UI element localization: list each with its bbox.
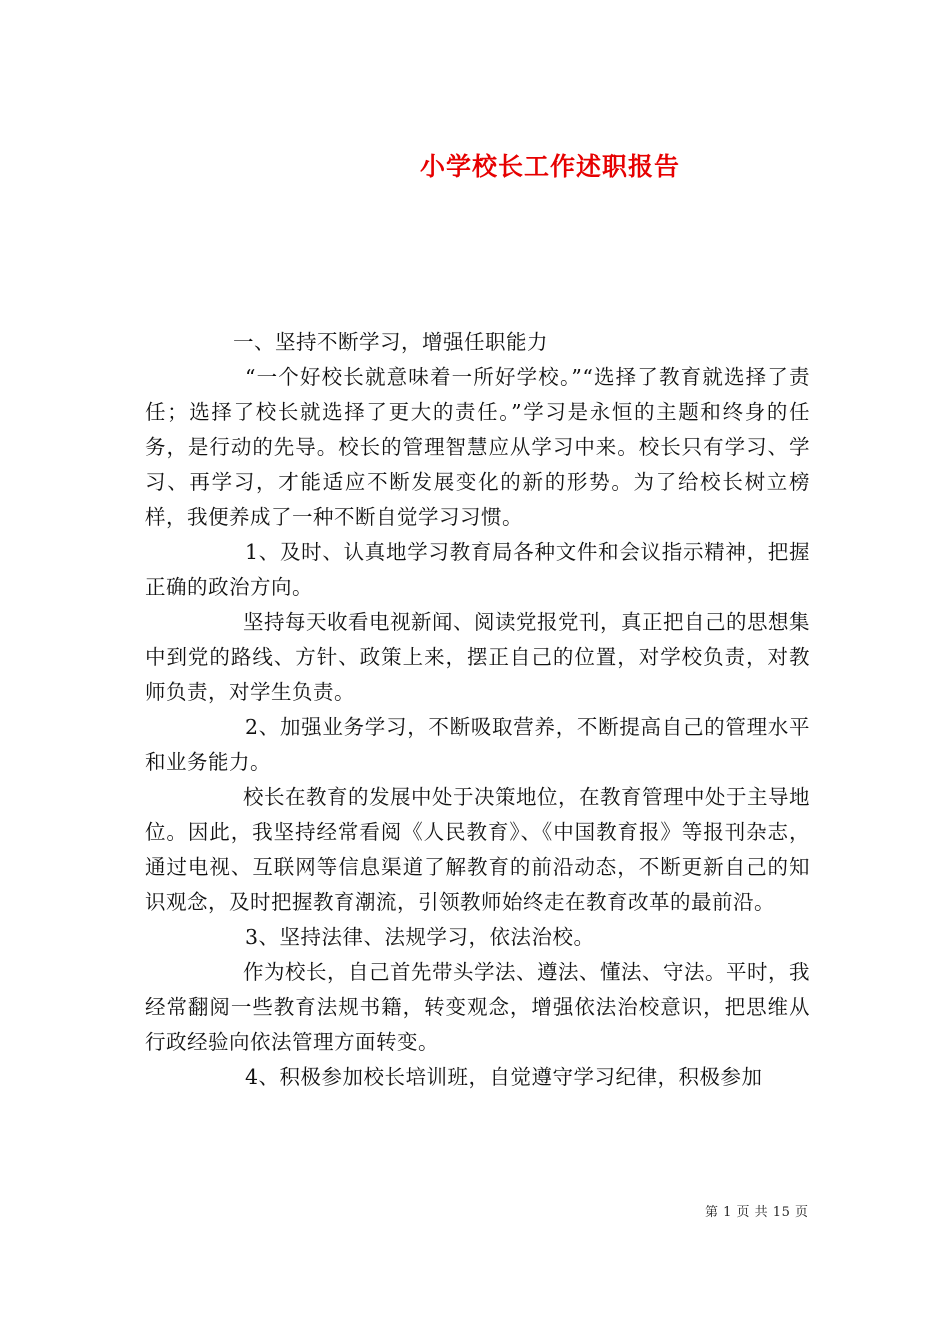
- page-number-footer: 第 1 页 共 15 页: [705, 1205, 809, 1220]
- document-title: 小学校长工作述职报告: [419, 151, 680, 181]
- paragraph-item-4: 4、积极参加校长培训班，自觉遵守学习纪律，积极参加: [245, 1065, 763, 1089]
- document-body: [145, 325, 810, 1095]
- paragraph-item-2-detail: 校长在教育的发展中处于决策地位，在教育管理中处于主导地位。因此，我坚持经常看阅《人民教育》、《中国教育报》等报刊杂志，通过电视、互联网等信息渠道了解教育的前沿动态，不断更新自己的知识观念，及时把握教育潮流，引领教师始终走在教育改革的最前沿。: [145, 785, 810, 914]
- paragraph-item-1-detail: 坚持每天收看电视新闻、阅读党报党刊，真正把自己的思想集中到党的路线、方针、政策上来，摆正自己的位置，对学校负责，对教师负责，对学生负责。: [145, 610, 810, 704]
- paragraph-item-3: 3、坚持法律、法规学习，依法治校。: [245, 925, 595, 949]
- paragraph-item-3-detail: 作为校长，自己首先带头学法、遵法、懂法、守法。平时，我经常翻阅一些教育法规书籍，转变观念，增强依法治校意识，把思维从行政经验向依法管理方面转变。: [145, 960, 810, 1054]
- paragraph-intro: “一个好校长就意味着一所好学校。”“选择了教育就选择了责任；选择了校长就选择了更大的责任。”学习是永恒的主题和终身的任务，是行动的先导。校长的管理智慧应从学习中来。校长只有学习、学习、再学习，才能适应不断发展变化的新的形势。为了给校长树立榜样，我便养成了一种不断自觉学习习惯。: [145, 365, 810, 529]
- paragraph-item-2: 2、加强业务学习，不断吸取营养，不断提高自己的管理水平和业务能力。: [145, 715, 810, 774]
- paragraph-item-1: 1、及时、认真地学习教育局各种文件和会议指示精神，把握正确的政治方向。: [145, 540, 810, 599]
- section-heading: 一、坚持不断学习，增强任职能力: [233, 330, 548, 354]
